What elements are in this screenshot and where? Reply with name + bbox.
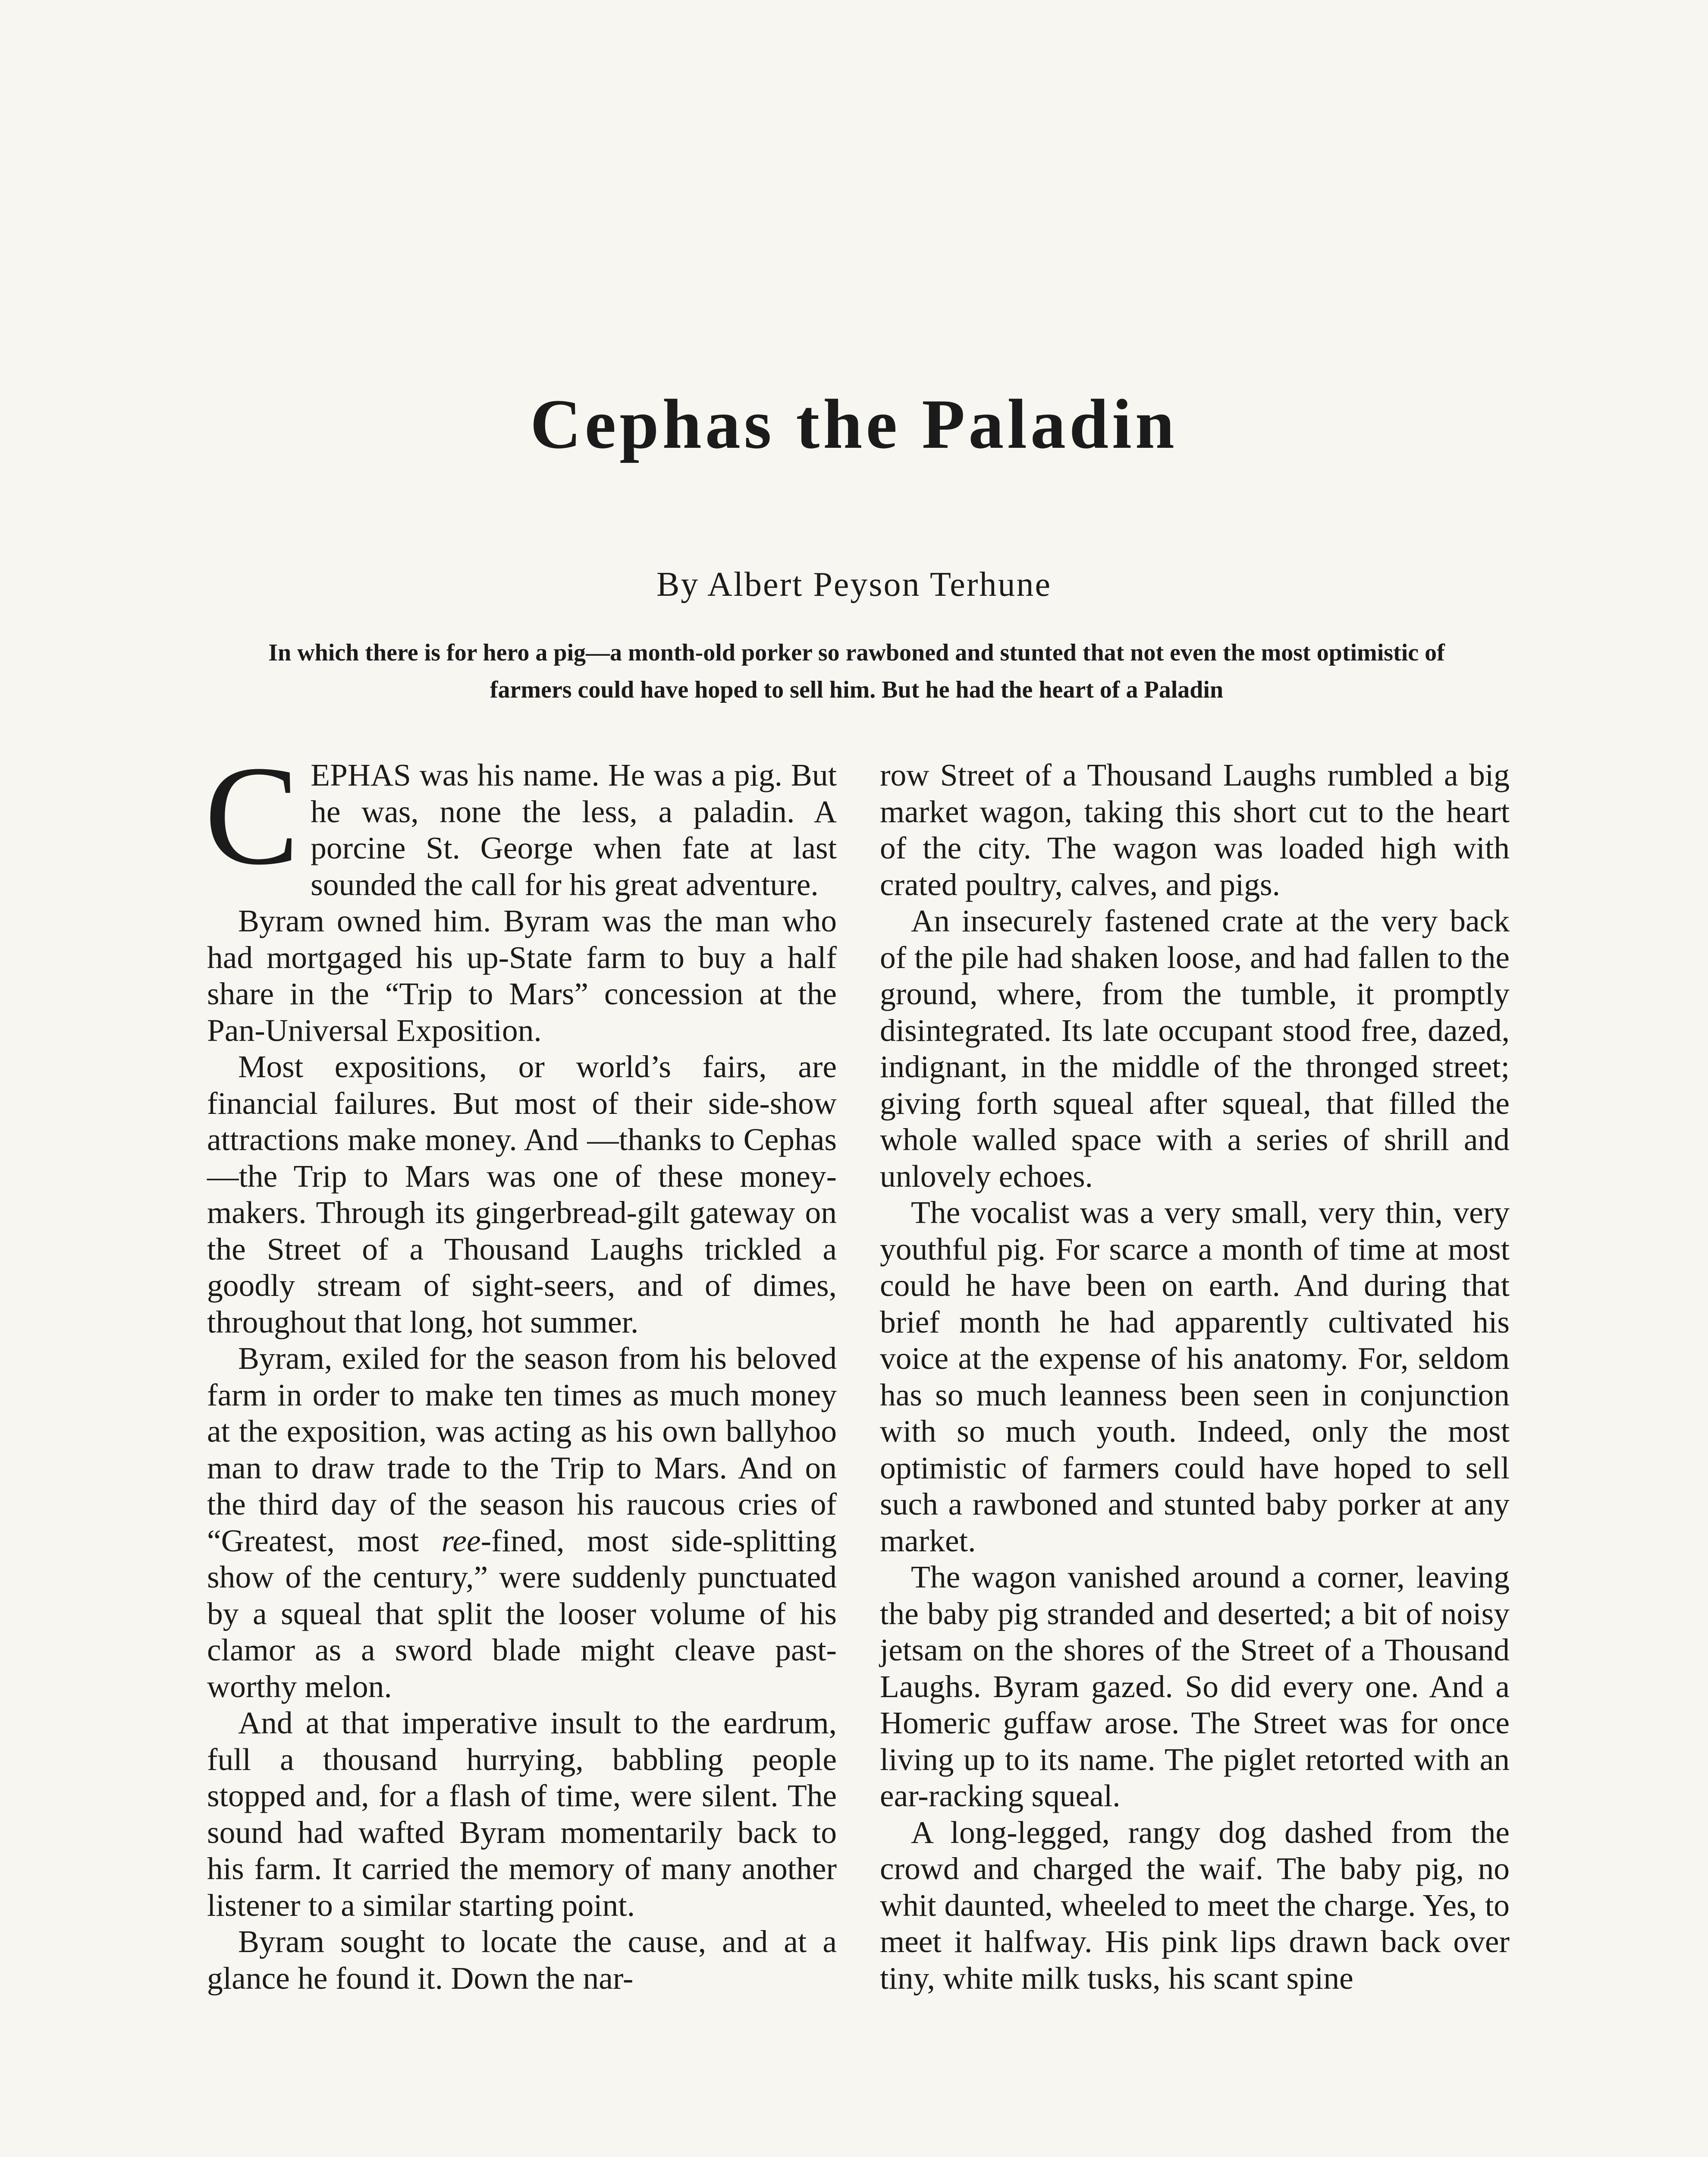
paragraph: The vocalist was a very small, very thin, very youthful pig. For scarce a month of time at most could he have been on earth. And during that brief month he had apparently cultivated his voice at the expense of his anatomy. For, seldom has so much leanness been seen in conjunction with so much youth. Indeed, only the most optimistic of farmers could have hoped to sell such a rawboned and stunted baby porker at any market.	[880, 1195, 1510, 1558]
italic-text: ree-	[441, 1523, 492, 1558]
article-dek: In which there is for hero a pig—a month-old porker so rawboned and stunted that not even the most optimistic of farmers could have hoped to sell him. But he had the heart of a Paladin	[268, 639, 1445, 703]
paragraph-text: Byram, exiled for the season from his beloved farm in order to make ten times as much money at the exposition, was acting as his own ballyhoo man to draw trade to the Trip to Mars. And on the third day of the season his raucous cries of “Greatest, most	[207, 1341, 837, 1558]
paragraph-text: EPHAS was his name. He was a pig. But he was, none the less, a paladin. A porcine St. George when fate at last sounded the call for his great adventure.	[311, 758, 837, 902]
paragraph: An insecurely fastened crate at the very back of the pile had shaken loose, and had fallen to the ground, where, from the tumble, it promptly disintegrated. Its late occupant stood free, dazed, indignant, in the middle of the thronged street; giving forth squeal after squeal, that filled the whole walled space with a series of shrill and unlovely echoes.	[880, 903, 1510, 1194]
paragraph: The wagon vanished around a corner, leaving the baby pig stranded and deserted; a bit of noisy jetsam on the shores of the Street of a Thousand Laughs. Byram gazed. So did every one. And a Homeric guffaw arose. The Street was for once living up to its name. The piglet retorted with an ear-racking squeal.	[880, 1560, 1510, 1813]
paragraph: Most expositions, or world’s fairs, are financial failures. But most of their side-show attractions make money. And —thanks to Cephas—the Trip to Mars was one of these money-makers. Through its gingerbread-gilt gateway on the Street of a Thousand Laughs trickled a goodly stream of sight-seers, and of dimes, throughout that long, hot summer.	[207, 1049, 837, 1339]
paragraph	[207, 1340, 837, 1705]
paragraph: And at that imperative insult to the eardrum, full a thousand hurrying, babbling people stopped and, for a flash of time, were silent. The sound had wafted Byram momentarily back to his farm. It carried the memory of many another listener to a similar starting point.	[207, 1705, 837, 1923]
paragraph: A long-legged, rangy dog dashed from the crowd and charged the waif. The baby pig, no whit daunted, wheeled to meet the charge. Yes, to meet it halfway. His pink lips drawn back over tiny, white milk tusks, his scant spine	[880, 1814, 1510, 1996]
article-byline: By Albert Peyson Terhune	[656, 566, 1052, 604]
text-column-left	[204, 737, 837, 1997]
article-title: Cephas the Paladin	[530, 385, 1178, 463]
paragraph-text: fined, most side-splitting show of the century,” were suddenly punctuated by a squeal that split the looser volume of his clamor as a sword blade might cleave past-worthy melon.	[207, 1523, 837, 1704]
paragraph: row Street of a Thousand Laughs rumbled a big market wagon, taking this short cut to the heart of the city. The wagon was loaded high with crated poultry, calves, and pigs.	[880, 758, 1510, 902]
paragraph: Byram owned him. Byram was the man who had mortgaged his up-State farm to buy a half share in the “Trip to Mars” concession at the Pan-Universal Exposition.	[207, 903, 837, 1048]
text-column-right	[880, 757, 1510, 1997]
paragraph: Byram sought to locate the cause, and at a glance he found it. Down the nar-	[207, 1924, 837, 1996]
drop-cap: C	[204, 737, 300, 894]
paragraph	[204, 737, 837, 903]
